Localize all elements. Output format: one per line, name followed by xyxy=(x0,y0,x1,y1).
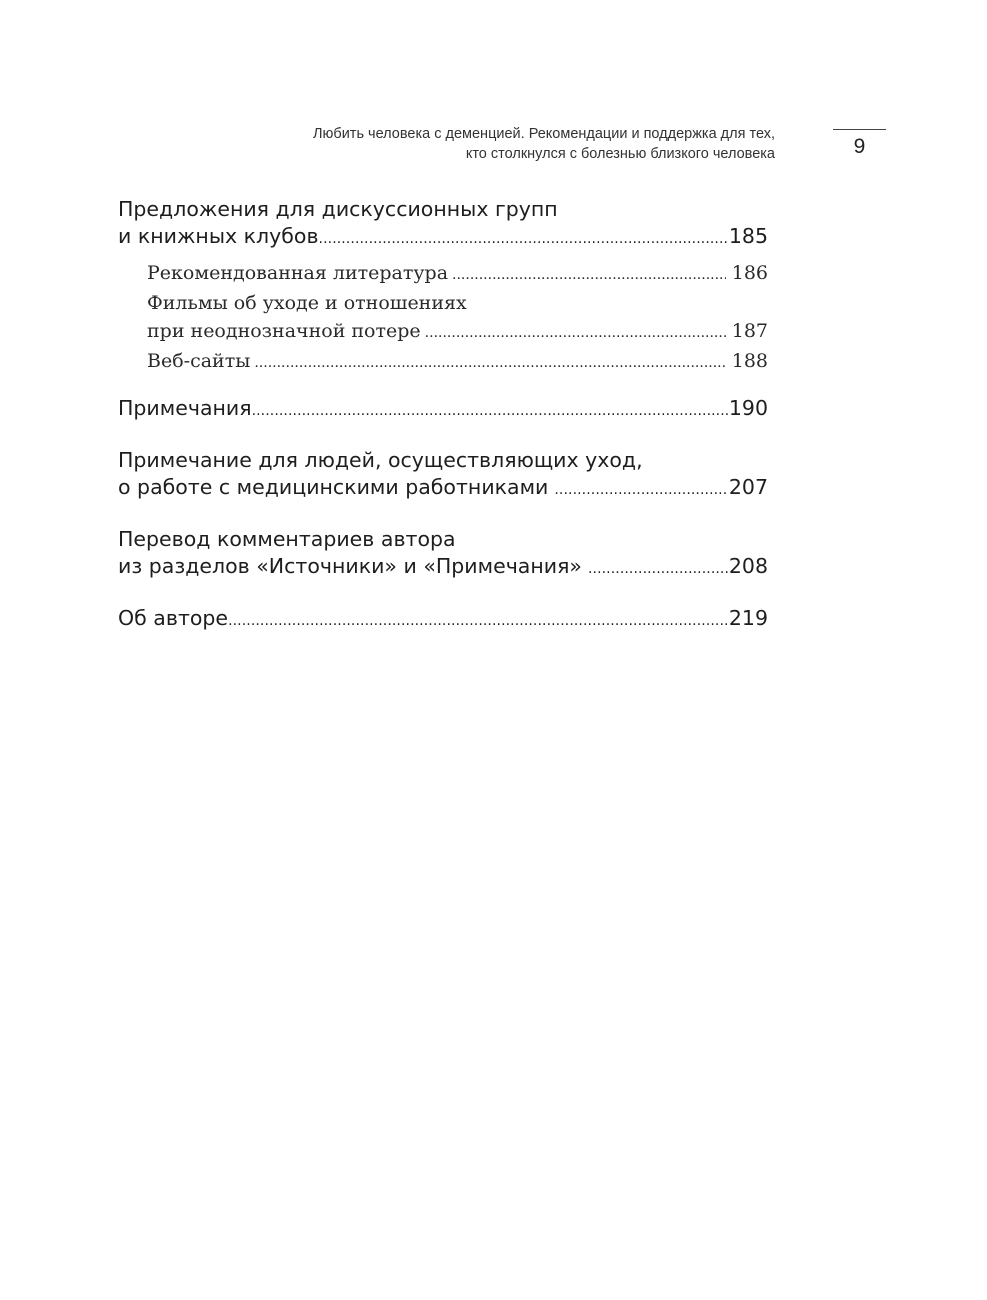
page-number: 9 xyxy=(853,135,866,158)
toc-subentry-films[interactable] xyxy=(118,289,768,347)
toc-page-number: 208 xyxy=(728,554,768,578)
toc-entry-title: Об авторе xyxy=(118,606,229,630)
toc-entry-title: и книжных клубов xyxy=(118,224,319,248)
toc-subentry-title: Рекомендованная литература xyxy=(147,262,449,284)
toc-page-number: 186 xyxy=(731,262,768,284)
table-of-contents xyxy=(118,196,768,635)
toc-entry-title: Примечания xyxy=(118,396,252,420)
dot-leader xyxy=(421,319,726,347)
toc-entry-title: о работе с медицинскими работниками xyxy=(118,475,549,499)
toc-entry-discussion[interactable] xyxy=(118,196,768,253)
toc-entry-title: Предложения для дискуссионных групп xyxy=(118,197,558,221)
toc-entry-title: Перевод комментариев автора xyxy=(118,527,456,551)
toc-page-number: 185 xyxy=(728,224,768,248)
toc-subentry-title: Веб-сайты xyxy=(147,350,251,372)
toc-entry-translation[interactable] xyxy=(118,526,768,583)
toc-page-number: 190 xyxy=(728,396,768,420)
dot-leader xyxy=(582,556,728,583)
dot-leader xyxy=(548,477,727,504)
toc-entry-title: из разделов «Источники» и «Примечания» xyxy=(118,554,582,578)
toc-subentry-title: Фильмы об уходе и отношениях xyxy=(147,292,467,314)
dot-leader xyxy=(250,349,725,377)
dot-leader xyxy=(319,226,728,253)
toc-subentry-reading[interactable] xyxy=(118,259,768,289)
toc-page-number: 207 xyxy=(728,475,768,499)
toc-entry-caregivers-note[interactable] xyxy=(118,447,768,504)
toc-page-number: 188 xyxy=(731,350,768,372)
toc-page-number: 219 xyxy=(728,606,768,630)
toc-page-number: 187 xyxy=(731,320,768,342)
toc-entry-notes[interactable] xyxy=(118,395,768,425)
running-header xyxy=(215,124,775,164)
dot-leader xyxy=(448,261,726,289)
toc-entry-title: Примечание для людей, осуществляющих уход, xyxy=(118,448,643,472)
running-header-line-1: Любить человека с деменцией. Рекомендации и поддержка для тех, xyxy=(313,126,775,142)
dot-leader xyxy=(252,398,728,425)
toc-subentry-websites[interactable] xyxy=(118,347,768,377)
page-number-rule xyxy=(833,129,886,130)
running-header-line-2: кто столкнулся с болезнью близкого человека xyxy=(465,146,775,162)
dot-leader xyxy=(228,608,728,635)
toc-entry-about-author[interactable] xyxy=(118,605,768,635)
toc-subentry-title: при неоднозначной потере xyxy=(147,320,421,342)
